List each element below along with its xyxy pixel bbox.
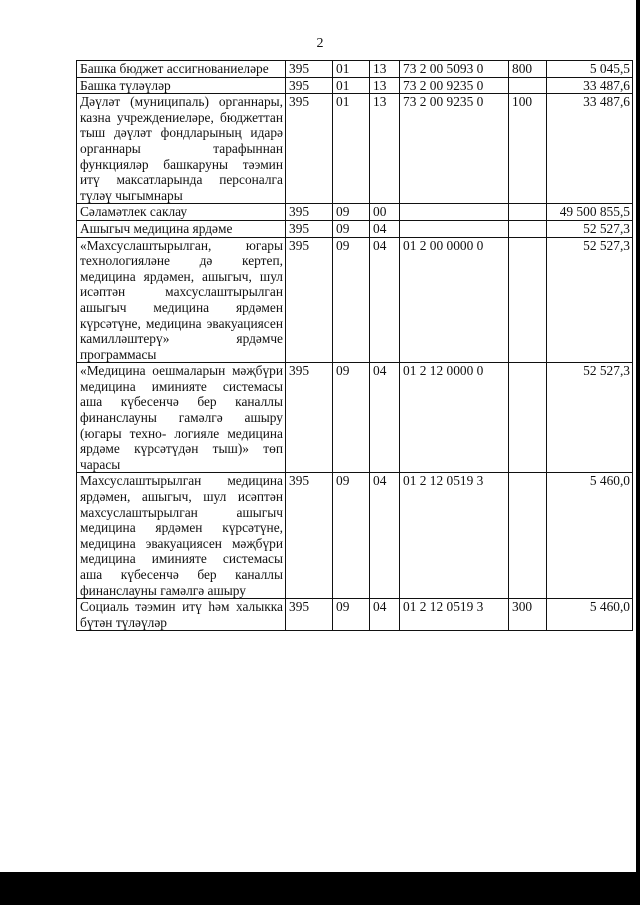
item-name-cell: «Махсуслаштырылган, югары технологияләне дә кертеп, медицина ярдәмен, ашыгыч, шул исәптән махсуслаштырылган ашыгыч медицина ярдәмен күрсәтүне, медицина эвакуациясен камилләштерү» ярдәмче программасы xyxy=(77,237,286,363)
subsection-code-cell: 04 xyxy=(370,599,400,631)
item-name-cell: Махсуслаштырылган медицина ярдәмен, ашыгыч, шул исәптән махсуслаштырылган ашыгыч медицина ярдәмен күрсәтүне, медицина эвакуациясен мәҗбүри медицина иминияте системасы аша күбесенчә бер каналлы финанслауны гамәлгә ашыру xyxy=(77,473,286,599)
subsection-code-cell: 13 xyxy=(370,61,400,78)
admin-code-cell: 395 xyxy=(286,473,333,599)
table-row xyxy=(77,237,633,363)
amount-cell: 52 527,3 xyxy=(547,220,633,237)
subsection-code-cell: 13 xyxy=(370,77,400,94)
table-row xyxy=(77,77,633,94)
budget-table xyxy=(76,60,633,631)
section-code-cell: 01 xyxy=(333,77,370,94)
amount-cell: 33 487,6 xyxy=(547,77,633,94)
expense-type-cell xyxy=(509,220,547,237)
target-article-cell: 73 2 00 9235 0 xyxy=(400,94,509,204)
admin-code-cell: 395 xyxy=(286,237,333,363)
subsection-code-cell: 00 xyxy=(370,204,400,221)
table-row xyxy=(77,94,633,204)
expense-type-cell xyxy=(509,473,547,599)
section-code-cell: 09 xyxy=(333,220,370,237)
scan-border-bottom xyxy=(0,872,640,905)
item-name-cell: Сәламәтлек саклау xyxy=(77,204,286,221)
section-code-cell: 01 xyxy=(333,61,370,78)
item-name-cell: «Медицина оешмаларын мәҗбүри медицина иминияте системасы аша күбесенчә бер каналлы финанслауны гамәлгә ашыру (югары техно- логияле медицина ярдәме күрсәтүдән тыш)» төп чарасы xyxy=(77,363,286,473)
expense-type-cell xyxy=(509,237,547,363)
admin-code-cell: 395 xyxy=(286,204,333,221)
section-code-cell: 09 xyxy=(333,599,370,631)
amount-cell: 49 500 855,5 xyxy=(547,204,633,221)
expense-type-cell xyxy=(509,363,547,473)
table-row xyxy=(77,599,633,631)
subsection-code-cell: 13 xyxy=(370,94,400,204)
item-name-cell: Дәүләт (муниципаль) органнары, казна учреждениеләре, бюджеттан тыш дәүләт фондларының идарә органнары тарафыннан функцияләр башкаруны тәэмин итү максатларында персоналга түләү чыгымнары xyxy=(77,94,286,204)
target-article-cell: 01 2 12 0519 3 xyxy=(400,599,509,631)
item-name-cell: Башка бюджет ассигнованиеләре xyxy=(77,61,286,78)
table-row xyxy=(77,204,633,221)
section-code-cell: 09 xyxy=(333,473,370,599)
amount-cell: 52 527,3 xyxy=(547,237,633,363)
admin-code-cell: 395 xyxy=(286,61,333,78)
target-article-cell xyxy=(400,220,509,237)
admin-code-cell: 395 xyxy=(286,363,333,473)
table-row xyxy=(77,61,633,78)
table-row xyxy=(77,473,633,599)
subsection-code-cell: 04 xyxy=(370,473,400,599)
target-article-cell: 01 2 12 0519 3 xyxy=(400,473,509,599)
expense-type-cell: 300 xyxy=(509,599,547,631)
admin-code-cell: 395 xyxy=(286,220,333,237)
section-code-cell: 09 xyxy=(333,204,370,221)
table-row xyxy=(77,363,633,473)
item-name-cell: Социаль тәэмин итү һәм халыкка бүтән түләүләр xyxy=(77,599,286,631)
expense-type-cell xyxy=(509,204,547,221)
expense-type-cell: 100 xyxy=(509,94,547,204)
section-code-cell: 01 xyxy=(333,94,370,204)
subsection-code-cell: 04 xyxy=(370,220,400,237)
target-article-cell: 01 2 12 0000 0 xyxy=(400,363,509,473)
target-article-cell xyxy=(400,204,509,221)
expense-type-cell xyxy=(509,77,547,94)
expense-type-cell: 800 xyxy=(509,61,547,78)
scan-border-right xyxy=(636,0,640,905)
admin-code-cell: 395 xyxy=(286,94,333,204)
item-name-cell: Ашыгыч медицина ярдәме xyxy=(77,220,286,237)
section-code-cell: 09 xyxy=(333,237,370,363)
target-article-cell: 01 2 00 0000 0 xyxy=(400,237,509,363)
amount-cell: 5 460,0 xyxy=(547,473,633,599)
amount-cell: 52 527,3 xyxy=(547,363,633,473)
page-number: 2 xyxy=(316,36,324,51)
target-article-cell: 73 2 00 5093 0 xyxy=(400,61,509,78)
item-name-cell: Башка түләүләр xyxy=(77,77,286,94)
subsection-code-cell: 04 xyxy=(370,363,400,473)
target-article-cell: 73 2 00 9235 0 xyxy=(400,77,509,94)
admin-code-cell: 395 xyxy=(286,599,333,631)
admin-code-cell: 395 xyxy=(286,77,333,94)
subsection-code-cell: 04 xyxy=(370,237,400,363)
table-row xyxy=(77,220,633,237)
amount-cell: 5 460,0 xyxy=(547,599,633,631)
amount-cell: 33 487,6 xyxy=(547,94,633,204)
section-code-cell: 09 xyxy=(333,363,370,473)
amount-cell: 5 045,5 xyxy=(547,61,633,78)
